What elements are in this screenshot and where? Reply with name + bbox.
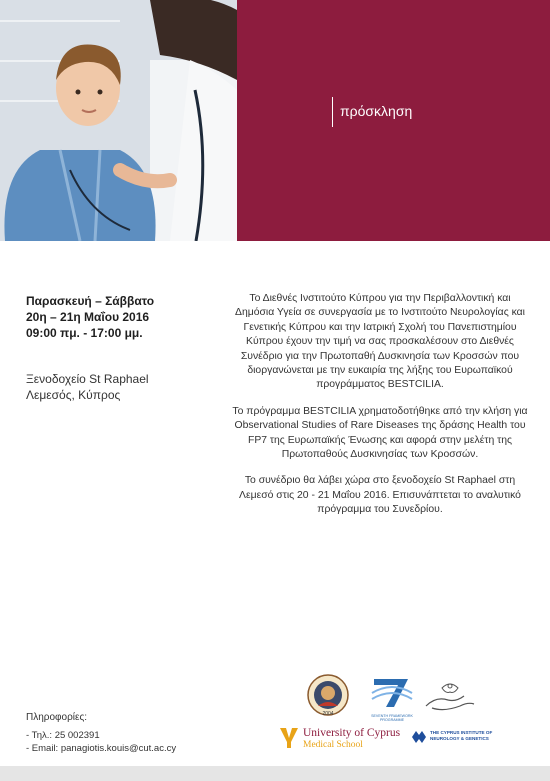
- body-paragraph-3: Το συνέδριο θα λάβει χώρα στο ξενοδοχείο St Raphael στη Λεμεσό στις 20 - 21 Μαΐου 2016. Επισυνάπτεται το αναλυτικό πρόγραμμα του Συνεδρίου.: [239, 475, 521, 516]
- fp7-label: SEVENTH FRAMEWORK PROGRAMME: [371, 714, 413, 722]
- fp7-icon: [368, 675, 416, 709]
- body-paragraph-1: Το Διεθνές Ινστιτούτο Κύπρου για την Περιβαλλοντική και Δημόσια Υγεία σε συνεργασία με το Ινστιτούτο Νευρολογίας και Γενετικής Κύπρου και την Ιατρική Σχολή του Πανεπιστημίου Κύπρου έχουν την τιμή να σας προσκαλέσουν στο Διεθνές Συνέδριο για την Πρωτοπαθή Δυσκινησία των Κροσσών που διοργανώνεται με την ευκαιρία της λήξης του Ευρωπαϊκού προγράμματος BESTCILIA.: [235, 293, 525, 391]
- title-divider: [332, 97, 333, 127]
- header-photo: [0, 0, 237, 241]
- footer-strip: [0, 766, 550, 781]
- doctor-child-illustration: [0, 0, 237, 241]
- seal-year: 2004: [322, 711, 334, 717]
- cing-logo: [411, 728, 518, 750]
- cing-name: THE CYPRUS INSTITUTE OF NEUROLOGY & GENETICS: [430, 730, 493, 741]
- page-title: πρόσκληση: [340, 103, 413, 119]
- event-when: [26, 293, 206, 341]
- contact-heading: Πληροφορίες:: [26, 712, 88, 723]
- event-days: Παρασκευή – Σάββατο: [26, 294, 155, 308]
- ucy-icon: [278, 726, 300, 750]
- body-paragraph-2: Το πρόγραμμα BESTCILIA χρηματοδοτήθηκε από την κλήση για Observational Studies of Rare Diseases της δράσης Health του FP7 της Ευρωπαϊκής Ένωσης και αφορά στην μελέτη της Πρωτοπαθούς Δυσκινησίας των Κροσσών.: [232, 405, 528, 461]
- event-details: [26, 293, 206, 403]
- venue-line-2: Λεμεσός, Κύπρος: [26, 388, 121, 402]
- event-hours: 09:00 πμ. - 17:00 μμ.: [26, 326, 143, 340]
- sponsor-logos: [278, 670, 518, 756]
- event-dates: 20η – 21η Μαΐου 2016: [26, 310, 150, 324]
- contact-email[interactable]: - Email: panagiotis.kouis@cut.ac.cy: [26, 743, 177, 754]
- contact-phone: - Τηλ.: 25 002391: [26, 730, 100, 741]
- event-venue: [26, 371, 206, 403]
- venue-line-1: Ξενοδοχείο St Raphael: [26, 372, 149, 386]
- cing-icon: [411, 729, 427, 745]
- contact-info: [26, 711, 176, 755]
- hands-icon: [424, 678, 476, 714]
- hands-logo: [424, 678, 476, 714]
- ucy-logo: [278, 726, 401, 754]
- invitation-body: [231, 292, 529, 530]
- ucy-school: Medical School: [303, 740, 363, 750]
- title-banner: [237, 0, 550, 241]
- fp7-logo: [368, 675, 416, 722]
- ucy-name: University of Cyprus: [303, 727, 401, 739]
- seal-icon: [306, 673, 350, 717]
- seal-logo: [306, 673, 350, 717]
